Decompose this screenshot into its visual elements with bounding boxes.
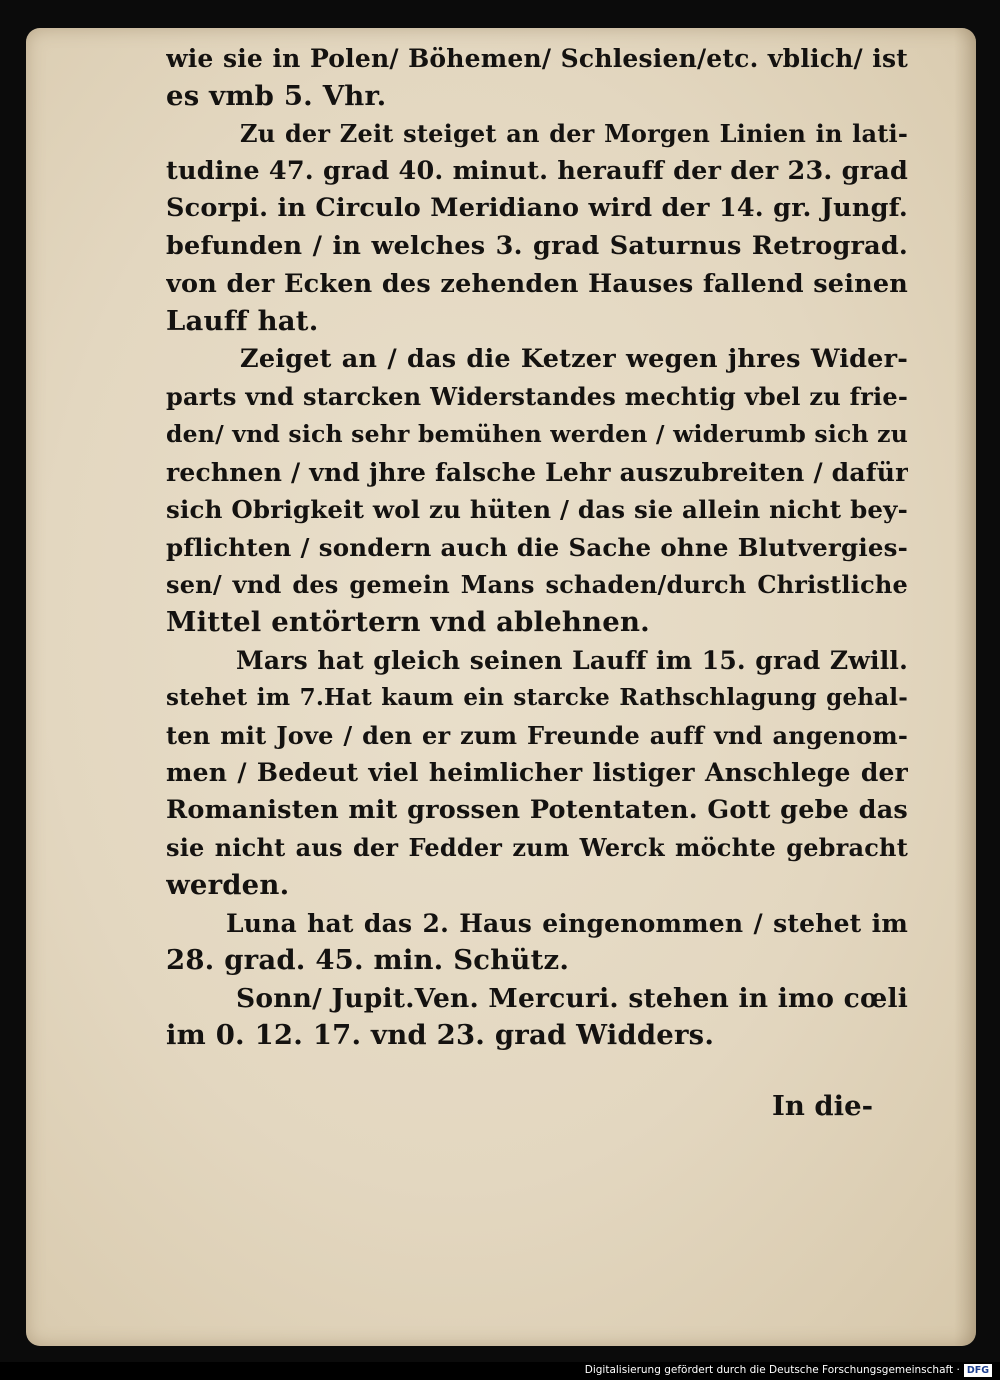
- text-line: ten mit Jove / den er zum Freunde auff vnd angenom-: [166, 720, 908, 750]
- text-line: Sonn/ Jupit.Ven. Mercuri. stehen in imo cœli: [236, 982, 908, 1014]
- text-line: Lauff hat.: [166, 305, 319, 338]
- text-line: im 0. 12. 17. vnd 23. grad Widders.: [166, 1019, 715, 1052]
- text-line: von der Ecken des zehenden Hauses fallend seinen: [166, 268, 908, 299]
- text-line: Scorpi. in Circulo Meridiano wird der 14. gr. Jungf.: [166, 193, 908, 224]
- text-line: Romanisten mit grossen Potentaten. Gott gebe das: [166, 794, 908, 825]
- text-line: 28. grad. 45. min. Schütz.: [166, 944, 570, 977]
- text-line: sie nicht aus der Fedder zum Werck möchte gebracht: [166, 833, 908, 863]
- text-line: Mittel entörtern vnd ablehnen.: [166, 605, 650, 638]
- text-line: den/ vnd sich sehr bemühen werden / widerumb sich zu: [166, 419, 908, 448]
- funding-credit: Digitalisierung gefördert durch die Deutsche Forschungsgemeinschaft ·: [584, 1364, 960, 1376]
- dfg-logo: DFG: [964, 1364, 992, 1377]
- text-line: Zeiget an / das die Ketzer wegen jhres Wider-: [240, 343, 908, 374]
- text-line: Zu der Zeit steiget an der Morgen Linien in lati-: [240, 119, 908, 149]
- text-line: Luna hat das 2. Haus eingenommen / stehet im: [226, 908, 908, 938]
- text-line: pflichten / sondern auch die Sache ohne Blutvergies-: [166, 532, 908, 562]
- text-line: Mars hat gleich seinen Lauff im 15. grad Zwill.: [236, 645, 908, 675]
- text-line: rechnen / vnd jhre falsche Lehr auszubreiten / dafür: [166, 457, 908, 487]
- text-line: befunden / in welches 3. grad Saturnus Retrograd.: [166, 230, 908, 261]
- text-line: es vmb 5. Vhr.: [166, 79, 387, 112]
- page-edge-shadow: [954, 28, 976, 1346]
- catchword: In die-: [772, 1090, 874, 1122]
- text-line: tudine 47. grad 40. minut. herauff der der 23. grad: [166, 155, 908, 186]
- digitization-footer: [585, 1362, 992, 1378]
- text-line: men / Bedeut viel heimlicher listiger Anschlege der: [166, 758, 908, 788]
- text-line: werden.: [166, 869, 290, 902]
- text-line: parts vnd starcken Widerstandes mechtig vbel zu frie-: [166, 382, 908, 412]
- text-line: stehet im 7.Hat kaum ein starcke Rathschlagung gehal-: [166, 684, 908, 712]
- text-line: sich Obrigkeit wol zu hüten / das sie allein nicht bey-: [166, 495, 908, 525]
- text-line: wie sie in Polen/ Böhemen/ Schlesien/etc. vblich/ ist: [166, 44, 908, 73]
- text-line: sen/ vnd des gemein Mans schaden/durch Christliche: [166, 570, 908, 600]
- page-text-block: [166, 40, 908, 1055]
